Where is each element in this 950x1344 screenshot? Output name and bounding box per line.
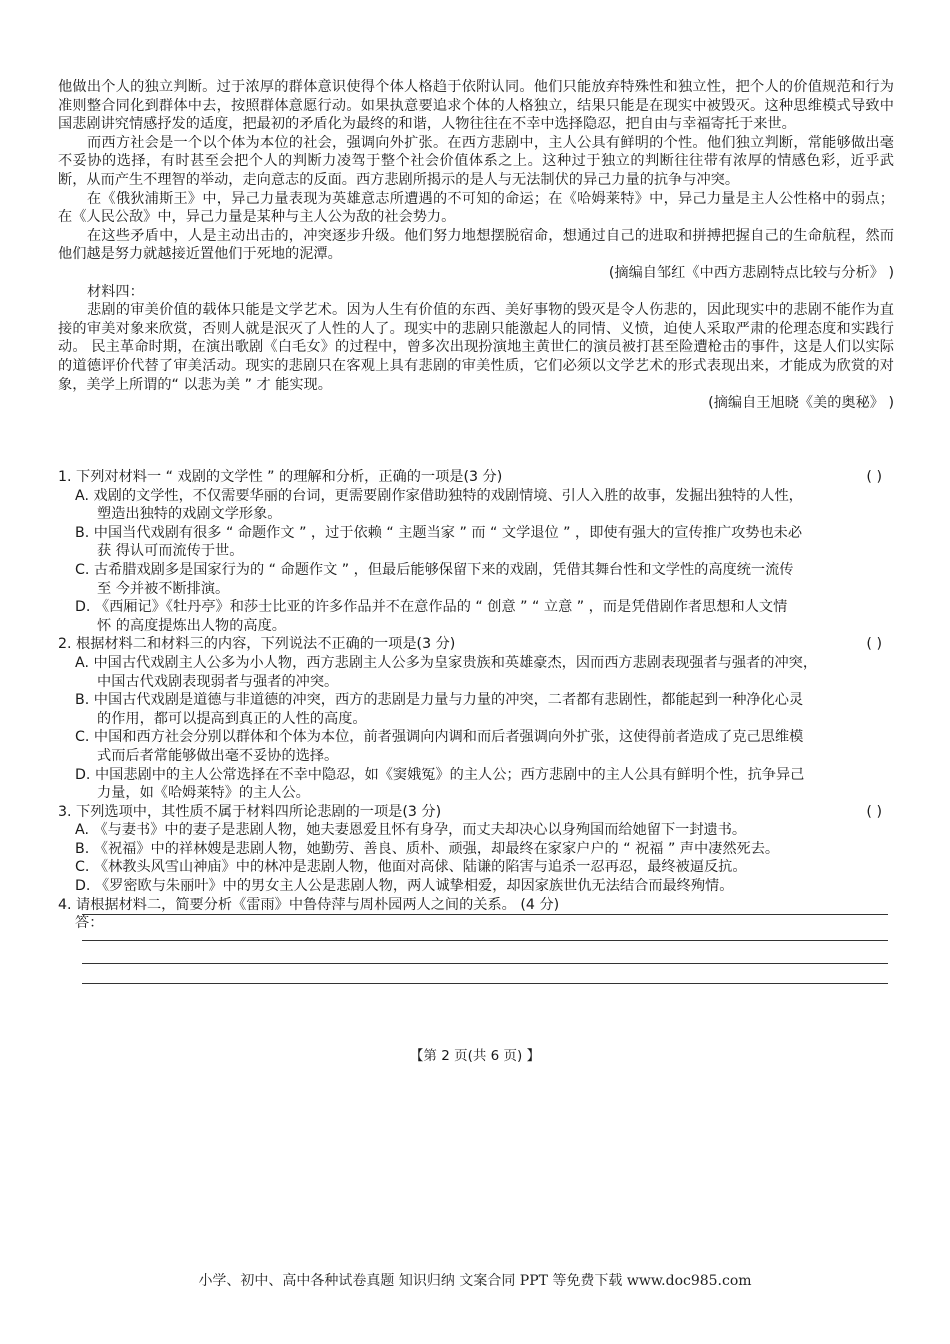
- answer-paren: ( ): [866, 469, 882, 485]
- question-stem: 2. 根据材料二和材料三的内容，下列说法不正确的一项是(3 分) ( ): [58, 636, 882, 653]
- paragraph: 而西方社会是一个以个体为本位的社会，强调向外扩张。在西方悲剧中，主人公具有鲜明的个性。他们独立判断，常能够做出毫不妥协的选择，有时甚至会把个人的判断力凌驾于整个社会价值体系之上。这种过于独立的判断往往带有浓厚的情感色彩，近乎武断，从而产生不理智的举动，走向意志的反面。西方悲剧所揭示的是人与无法制伏的异己力量的抗争与冲突。: [58, 134, 894, 188]
- option-a: A. 中国古代戏剧主人公多为小人物，西方悲剧主人公多为皇家贵族和英雄豪杰，因而西方悲剧表现强者与强者的冲突， 中国古代戏剧表现弱者与强者的冲突。: [75, 654, 818, 690]
- option-a: A. 戏剧的文学性，不仅需要华丽的台词，更需要剧作家借助独特的戏剧情境、引人入胜的故事，发掘出独特的人性， 塑造出独特的戏剧文学形象。: [75, 487, 803, 523]
- answer-line[interactable]: [82, 940, 888, 941]
- page-number: 【第 2 页(共 6 页) 】: [409, 1048, 541, 1064]
- option-b: B. 中国当代戏剧有很多 “ 命题作文 ” ，过于依赖 “ 主题当家 ” 而 “ 文学退位 ” ，即使有强大的宣传推广攻势也未必 获 得认可而流传于世。: [75, 524, 803, 560]
- option-d: D. 《西厢记》《牡丹亭》和莎士比亚的许多作品并不在意作品的 “ 创意 ” “ 立意 ” ，而是凭借剧作者思想和人文情 怀 的高度提炼出人物的高度。: [75, 599, 788, 634]
- option-c: C. 《林教头风雪山神庙》中的林冲是悲剧人物，他面对高俅、陆谦的陷害与追杀一忍再忍，最终被逼反抗。: [75, 859, 747, 876]
- source-citation: (摘编自王旭晓《美的奥秘》 ): [708, 395, 894, 412]
- answer-line[interactable]: [82, 963, 888, 964]
- questions: [58, 468, 894, 933]
- paragraph: 他做出个人的独立判断。过于浓厚的群体意识使得个体人格趋于依附认同。他们只能放弃特殊性和独立性，把个人的价值规范和行为准则整合同化到群体中去，按照群体意愿行动。如果执意要追求个体的人格独立，结果只能是在现实中被毁灭。这种思维模式导致中国悲剧讲究情感抒发的适度，把最初的矛盾化为最终的和谐，人物往往在不幸中选择隐忍，把自由与幸福寄托于来世。: [58, 79, 894, 133]
- source-citation: (摘编自邹红《中西方悲剧特点比较与分析》 ): [608, 264, 894, 281]
- option-c: C. 古希腊戏剧多是国家行为的 “ 命题作文 ” ，但最后能够保留下来的戏剧，凭借其舞台性和文学性的高度统一流传 至 今并被不断排演。: [75, 561, 794, 597]
- option-b: B. 中国古代戏剧是道德与非道德的冲突，西方的悲剧是力量与力量的冲突，二者都有悲剧性，都能起到一种净化心灵 的作用，都可以提高到真正的人性的高度。: [75, 692, 804, 727]
- material-three-continued: [58, 78, 894, 413]
- paragraph: 在《俄狄浦斯王》中，异己力量表现为英雄意志所遭遇的不可知的命运；在《哈姆莱特》中，异己力量是主人公性格中的弱点；在《人民公敌》中，异己力量是某种与主人公为敌的社会势力。: [58, 190, 894, 226]
- answer-paren: ( ): [866, 636, 882, 653]
- answer-paren: ( ): [866, 803, 882, 820]
- material-four-label: 材料四：: [87, 283, 144, 300]
- question-stem: 3. 下列选项中，其性质不属于材料四所论悲剧的一项是(3 分) ( ): [58, 803, 882, 820]
- option-c: C. 中国和西方社会分别以群体和个体为本位，前者强调向内调和而后者强调向外扩张，这使得前者造成了克己思维模 式而后者常能够做出毫不妥协的选择。: [75, 729, 804, 764]
- download-banner: 小学、初中、高中各种试卷真题 知识归纳 文案合同 PPT 等免费下载 www.doc985.com: [198, 1273, 752, 1289]
- answer-label: 答：: [75, 915, 104, 932]
- option-b: B. 《祝福》中的祥林嫂是悲剧人物，她勤劳、善良、质朴、顽强，却最终在家家户户的 “ 祝福 ” 声中凄然死去。: [75, 840, 780, 857]
- answer-line[interactable]: [82, 914, 888, 915]
- option-d: D. 中国悲剧中的主人公常选择在不幸中隐忍，如《窦娥冤》的主人公；西方悲剧中的主人公具有鲜明个性，抗争异己 力量，如《哈姆莱特》的主人公。: [75, 766, 805, 802]
- answer-line[interactable]: [82, 983, 888, 984]
- paragraph: 在这些矛盾中，人是主动出击的，冲突逐步升级。他们努力地想摆脱宿命，想通过自己的进取和拼搏把握自己的生命航程，然而他们越是努力就越接近置他们于死地的泥潭。: [58, 227, 894, 263]
- option-a: A. 《与妻书》中的妻子是悲剧人物，她夫妻恩爱且怀有身孕，而丈夫却决心以身殉国而给她留下一封遗书。: [75, 822, 747, 839]
- option-d: D. 《罗密欧与朱丽叶》中的男女主人公是悲剧人物，两人诚挚相爱，却因家族世仇无法结合而最终殉情。: [75, 878, 734, 895]
- question-stem: 1. 下列对材料一 “ 戏剧的文学性 ” 的理解和分析，正确的一项是(3 分) ( ): [58, 469, 882, 485]
- question-stem: 4. 请根据材料二，简要分析《雷雨》中鲁侍萍与周朴园两人之间的关系。 (4 分): [58, 896, 560, 913]
- paragraph: 悲剧的审美价值的载体只能是文学艺术。因为人生有价值的东西、美好事物的毁灭是令人伤悲的，因此现实中的悲剧不能作为直接的审美对象来欣赏，否则人就是泯灭了人性的人了。现实中的悲剧只能激起人的同情、义愤，迫使人采取严肃的伦理态度和实践行动。 民主革命时期，在演出歌剧《白毛女》的过程中，曾多次出现扮演地主黄世仁的演员被打甚至险遭枪击的事件，这是人们以实际的道德评价代替了审美活动。现实的悲剧只在客观上具有悲剧的审美性质，它们必须以文学艺术的形式表现出来，才能成为欣赏的对象，美学上所谓的“ 以悲为美 ” 才 能实现。: [58, 302, 894, 393]
